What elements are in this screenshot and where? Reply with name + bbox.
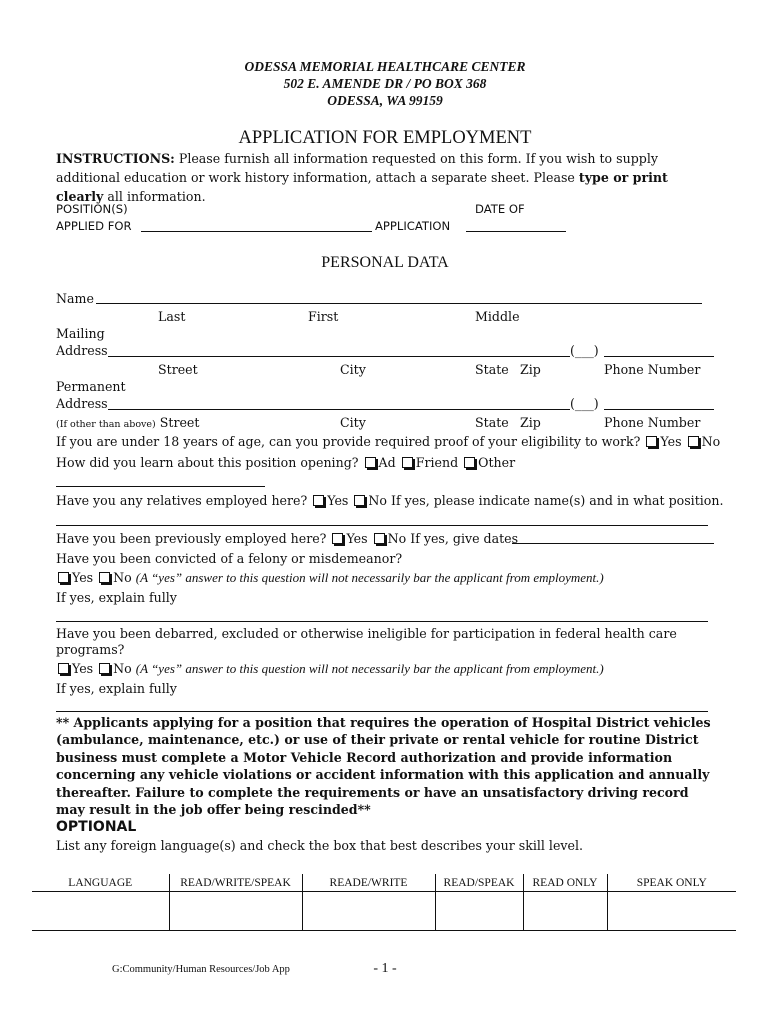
optional-heading: OPTIONAL (56, 819, 137, 835)
felony-question: Have you been convicted of a felony or misdemeanor? (56, 551, 403, 566)
learn-other-checkbox[interactable] (464, 457, 475, 468)
learn-friend-label: Friend (415, 455, 459, 470)
optional-instruction: List any foreign language(s) and check the box that best describes your skill level. (56, 838, 584, 853)
vehicle-notice: ** Applicants applying for a position that requires the operation of Hospital District vehicles (ambulance, maintenance, etc.) or use of their private or rental vehicle for routine District business must complete a Motor Vehicle Record authorization and provide information concerning any vehicle violations or accident information with this application and annually thereafter. Failure to complete the requirements or have an unsatisfactory driving record may result in the job offer being rescinded** (56, 715, 711, 818)
relatives-no-checkbox[interactable] (354, 495, 365, 506)
footer-path: G:Community/Human Resources/Job App (112, 964, 290, 975)
language-table-header (32, 874, 736, 892)
learn-question-row (56, 455, 515, 470)
mailing-street-caption: Street (158, 362, 198, 377)
read-write-speak-cell[interactable] (169, 892, 302, 931)
col-speak-only: SPEAK ONLY (607, 874, 736, 892)
permanent-zip-caption: Zip (520, 415, 541, 430)
date-label-line2: APPLICATION (375, 219, 451, 233)
age-no-label: No (701, 434, 721, 449)
age-yes-checkbox[interactable] (646, 436, 657, 447)
instructions-text-a: Please furnish all information requested on this form. If you wish to supply additional education or work history information, attach a separate sheet. Please (56, 151, 658, 185)
debarred-explain-label: If yes, explain fully (56, 681, 177, 696)
relatives-question-row (56, 493, 724, 508)
col-language: LANGUAGE (32, 874, 169, 892)
reade-write-cell[interactable] (302, 892, 435, 931)
debarred-question-line1: Have you been debarred, excluded or otherwise ineligible for participation in federal health care (56, 626, 677, 641)
instructions (56, 149, 718, 206)
instructions-label: INSTRUCTIONS: (56, 151, 175, 166)
debarred-no-label: No (113, 661, 132, 676)
learn-question: How did you learn about this position opening? (56, 455, 359, 470)
debarred-explain-field[interactable] (56, 711, 708, 712)
relatives-yes-label: Yes (327, 493, 349, 508)
permanent-phone-caption: Phone Number (604, 415, 701, 430)
read-speak-cell[interactable] (435, 892, 523, 931)
permanent-label-line1: Permanent (56, 379, 126, 394)
position-label-line1: POSITION(S) (56, 202, 128, 216)
felony-note: (A “yes” answer to this question will not necessarily bar the applicant from employment.) (135, 570, 604, 585)
debarred-yes-label: Yes (72, 661, 94, 676)
personal-data-heading: PERSONAL DATA (321, 254, 449, 271)
permanent-address-row-captions (56, 415, 199, 430)
permanent-phone-field[interactable] (604, 409, 714, 410)
previous-employment-row (56, 531, 518, 546)
col-read-only: READ ONLY (523, 874, 607, 892)
previous-yes-label: Yes (346, 531, 368, 546)
age-question-row (56, 434, 720, 449)
name-last-caption: Last (158, 309, 186, 324)
relatives-field[interactable] (56, 525, 708, 526)
speak-only-cell[interactable] (607, 892, 736, 931)
relatives-no-label: No (368, 493, 388, 508)
language-table (32, 874, 736, 931)
instructions-emphasis: type or print clearly (56, 170, 668, 204)
felony-explain-label: If yes, explain fully (56, 590, 177, 605)
relatives-yes-checkbox[interactable] (313, 495, 324, 506)
form-title: APPLICATION FOR EMPLOYMENT (238, 128, 532, 148)
debarred-answer-row (56, 661, 604, 677)
mailing-state-caption: State (475, 362, 509, 377)
date-of-application-field[interactable] (466, 231, 566, 232)
debarred-yes-checkbox[interactable] (58, 663, 69, 674)
permanent-state-caption: State (475, 415, 509, 430)
mailing-city-caption: City (340, 362, 366, 377)
col-read-speak: READ/SPEAK (435, 874, 523, 892)
relatives-question: Have you any relatives employed here? (56, 493, 308, 508)
mailing-phone-caption: Phone Number (604, 362, 701, 377)
learn-other-label: Other (478, 455, 516, 470)
mailing-phone-field[interactable] (604, 356, 714, 357)
name-middle-caption: Middle (475, 309, 520, 324)
previous-yes-checkbox[interactable] (332, 533, 343, 544)
col-reade-write: READE/WRITE (302, 874, 435, 892)
permanent-note: (If other than above) (56, 419, 156, 430)
date-label-line1: DATE OF (475, 202, 525, 216)
name-label: Name (56, 291, 94, 306)
position-field[interactable] (141, 231, 372, 232)
mailing-zip-caption: Zip (520, 362, 541, 377)
permanent-label-line2: Address (56, 396, 108, 411)
permanent-address-field[interactable] (108, 409, 570, 410)
previous-question: Have you been previously employed here? (56, 531, 327, 546)
debarred-no-checkbox[interactable] (99, 663, 110, 674)
mailing-area-code: (___) (570, 343, 599, 358)
name-field[interactable] (96, 303, 702, 304)
read-only-cell[interactable] (523, 892, 607, 931)
col-read-write-speak: READ/WRITE/SPEAK (169, 874, 302, 892)
mailing-address-field[interactable] (108, 356, 570, 357)
organization-address: 502 E. AMENDE DR / PO BOX 368 (283, 76, 487, 91)
permanent-area-code: (___) (570, 396, 599, 411)
age-no-checkbox[interactable] (688, 436, 699, 447)
felony-no-checkbox[interactable] (99, 572, 110, 583)
debarred-note: (A “yes” answer to this question will not necessarily bar the applicant from employment.) (135, 661, 604, 676)
organization-city: ODESSA, WA 99159 (327, 93, 443, 108)
felony-yes-label: Yes (72, 570, 94, 585)
mailing-label-line2: Address (56, 343, 108, 358)
organization-header (0, 58, 770, 109)
age-question: If you are under 18 years of age, can you provide required proof of your eligibility to work? (56, 434, 641, 449)
felony-no-label: No (113, 570, 132, 585)
language-cell[interactable] (32, 892, 169, 931)
previous-dates-field[interactable] (512, 543, 714, 544)
felony-explain-field[interactable] (56, 621, 708, 622)
instructions-text-b: all information. (103, 189, 206, 204)
page-number: - 1 - (373, 961, 397, 976)
mailing-label-line1: Mailing (56, 326, 105, 341)
learn-ad-label: Ad (378, 455, 396, 470)
previous-no-label: No (387, 531, 407, 546)
felony-answer-row (56, 570, 604, 586)
learn-other-field[interactable] (56, 486, 265, 487)
permanent-street-caption: Street (159, 415, 200, 430)
learn-ad-checkbox[interactable] (365, 457, 376, 468)
felony-yes-checkbox[interactable] (58, 572, 69, 583)
name-first-caption: First (308, 309, 339, 324)
age-yes-label: Yes (660, 434, 682, 449)
previous-follow-up: If yes, give dates (410, 531, 519, 546)
debarred-question-line2: programs? (56, 642, 125, 657)
previous-no-checkbox[interactable] (374, 533, 385, 544)
permanent-city-caption: City (340, 415, 366, 430)
organization-name: ODESSA MEMORIAL HEALTHCARE CENTER (244, 59, 526, 74)
table-row (32, 892, 736, 931)
learn-friend-checkbox[interactable] (402, 457, 413, 468)
position-label-line2: APPLIED FOR (56, 219, 132, 233)
relatives-follow-up: If yes, please indicate name(s) and in what position. (391, 493, 724, 508)
